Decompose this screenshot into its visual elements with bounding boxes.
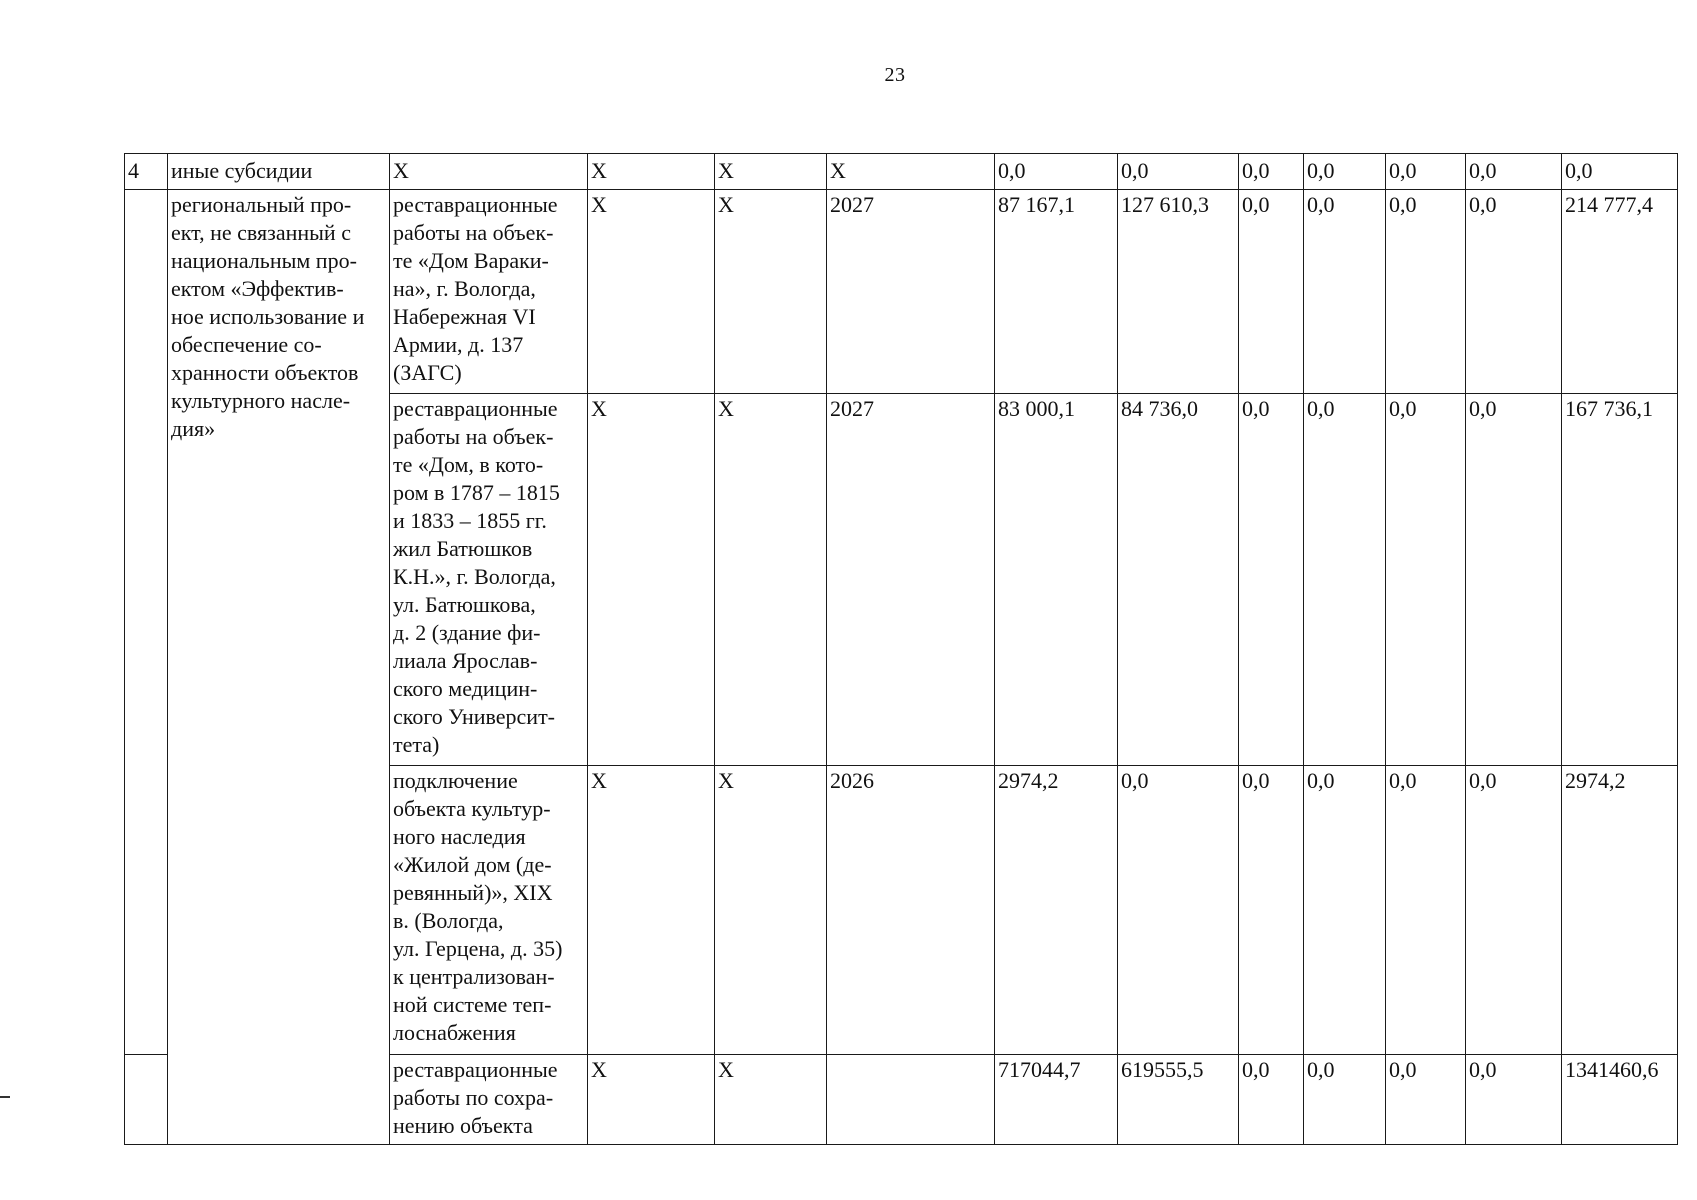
table-cell: X	[588, 766, 715, 1055]
table-cell: 0,0	[1466, 394, 1562, 766]
table-cell: 0,0	[1304, 1055, 1386, 1145]
table-row-group	[125, 154, 1678, 190]
description-cell: реставрационные работы по сохра- нению объекта	[390, 1055, 588, 1145]
table-cell: 0,0	[1386, 190, 1466, 394]
table-cell: 84 736,0	[1118, 394, 1239, 766]
project-name-cell: региональный про- ект, не связанный с национальным про- ектом «Эффектив- ное использование и обеспечение со- хранности объектов культурного насле- дия»	[168, 190, 390, 1145]
table-cell: 1341460,6	[1562, 1055, 1678, 1145]
table-cell: 214 777,4	[1562, 190, 1678, 394]
table-cell: 0,0	[1304, 766, 1386, 1055]
table-cell: 0,0	[1239, 394, 1304, 766]
table-cell: X	[715, 154, 827, 190]
table-cell: 87 167,1	[995, 190, 1118, 394]
table-cell	[827, 1055, 995, 1145]
table-cell: 0,0	[1466, 766, 1562, 1055]
table-cell: 0,0	[1386, 766, 1466, 1055]
description-cell: реставрационные работы на объек- те «Дом, в кото- ром в 1787 – 1815 и 1833 – 1855 гг. жил Батюшков К.Н.», г. Вологда, ул. Батюшкова, д. 2 (здание фи- лиала Ярослав- ского медицин- ского Университ- тета)	[390, 394, 588, 766]
table-cell: 2026	[827, 766, 995, 1055]
table-cell: X	[588, 1055, 715, 1145]
table-cell: 0,0	[1304, 190, 1386, 394]
table-cell: 2974,2	[995, 766, 1118, 1055]
table-cell: 2027	[827, 190, 995, 394]
table-cell: 0,0	[1466, 1055, 1562, 1145]
table-cell: 0,0	[1304, 394, 1386, 766]
table-cell: 127 610,3	[1118, 190, 1239, 394]
table-cell: 0,0	[1118, 154, 1239, 190]
table-row	[125, 190, 1678, 394]
table-cell: 619555,5	[1118, 1055, 1239, 1145]
table-cell: X	[390, 154, 588, 190]
table-cell: 0,0	[1466, 190, 1562, 394]
row-index-cell	[125, 1055, 168, 1145]
table-cell: 2974,2	[1562, 766, 1678, 1055]
table-cell: 0,0	[1118, 766, 1239, 1055]
table-cell: 0,0	[1304, 154, 1386, 190]
table-cell: X	[715, 190, 827, 394]
row-index-cell	[125, 190, 168, 1055]
table-cell: 167 736,1	[1562, 394, 1678, 766]
table-cell: X	[827, 154, 995, 190]
table-cell: 0,0	[1239, 766, 1304, 1055]
page-number: 23	[884, 64, 906, 86]
table-cell: X	[715, 766, 827, 1055]
table-cell: 717044,7	[995, 1055, 1118, 1145]
table-cell: X	[715, 394, 827, 766]
table-cell: 0,0	[1386, 1055, 1466, 1145]
table-cell: 0,0	[995, 154, 1118, 190]
row-index-cell: 4	[125, 154, 168, 190]
table-cell: 0,0	[1239, 1055, 1304, 1145]
group-name-cell: иные субсидии	[168, 154, 390, 190]
table-cell: 0,0	[1466, 154, 1562, 190]
table-cell: 0,0	[1386, 394, 1466, 766]
table-cell: X	[588, 394, 715, 766]
table-cell: 0,0	[1386, 154, 1466, 190]
table-cell: X	[715, 1055, 827, 1145]
description-cell: подключение объекта культур- ного наследия «Жилой дом (де- ревянный)», XIX в. (Вологда, ул. Герцена, д. 35) к централизован- ной системе теп- лоснабжения	[390, 766, 588, 1055]
table-cell: 0,0	[1562, 154, 1678, 190]
table-cell: 83 000,1	[995, 394, 1118, 766]
table-cell: X	[588, 190, 715, 394]
table-cell: 2027	[827, 394, 995, 766]
table-cell: 0,0	[1239, 190, 1304, 394]
description-cell: реставрационные работы на объек- те «Дом Вараки- на», г. Вологда, Набережная VI Армии, д. 137 (ЗАГС)	[390, 190, 588, 394]
table-cell: 0,0	[1239, 154, 1304, 190]
table-cell: X	[588, 154, 715, 190]
scan-mark	[0, 1096, 10, 1098]
budget-table	[124, 153, 1678, 1145]
